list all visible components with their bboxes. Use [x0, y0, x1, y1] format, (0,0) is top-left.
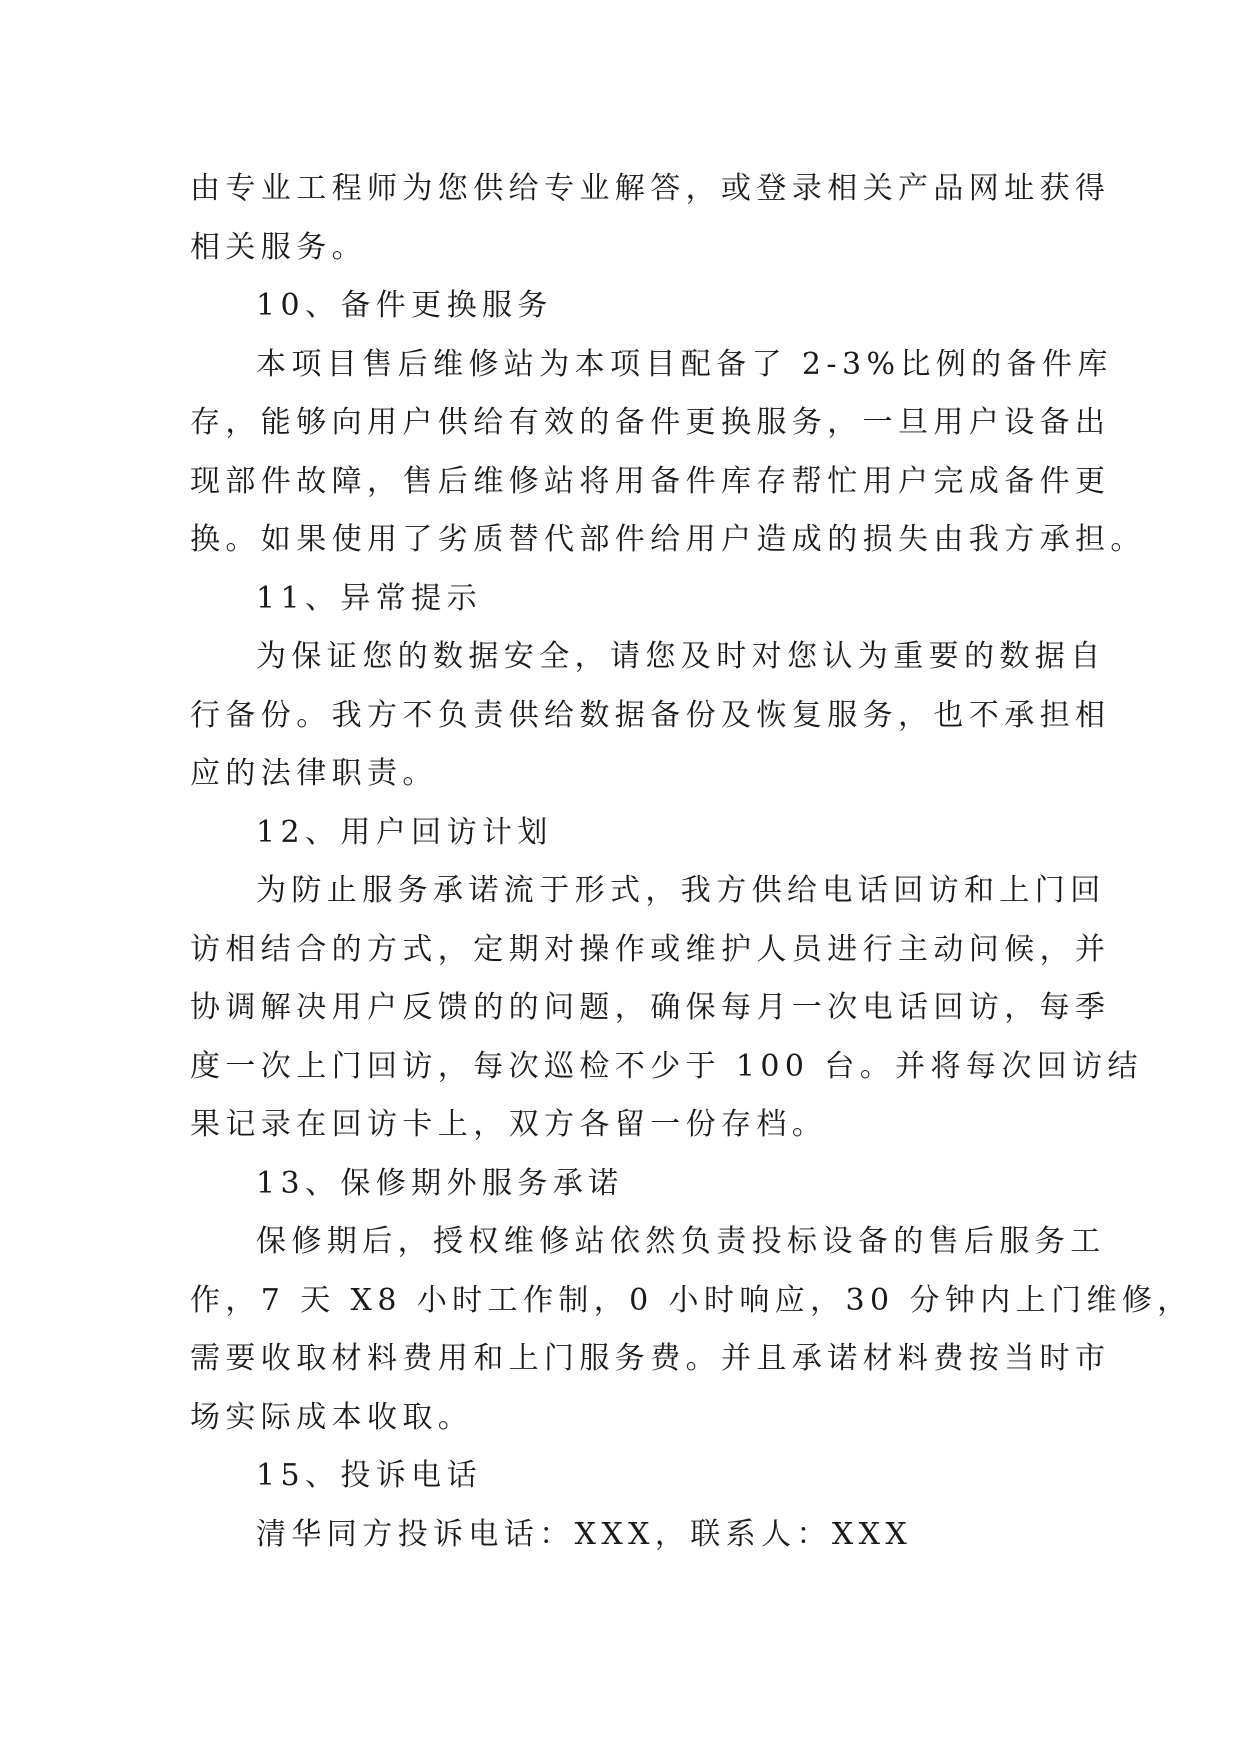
paragraph-first-line: 本项目售后维修站为本项目配备了 2-3%比例的备件库 — [256, 346, 1113, 382]
body-line: 需要收取材料费用和上门服务费。并且承诺材料费按当时市 — [190, 1341, 1111, 1376]
section-heading-user-revisit: 12、用户回访计划 — [256, 814, 553, 850]
body-line: 相关服务。 — [190, 229, 367, 265]
body-line: 度一次上门回访，每次巡检不少于 100 台。并将每次回访结 — [190, 1048, 1143, 1084]
paragraph-first-line: 为防止服务承诺流于形式，我方供给电话回访和上门回 — [256, 873, 1106, 908]
body-line: 现部件故障，售后维修站将用备件库存帮忙用户完成备件更 — [190, 463, 1111, 499]
section-heading-complaint-phone: 15、投诉电话 — [256, 1458, 482, 1493]
body-line: 访相结合的方式，定期对操作或维护人员进行主动问候，并 — [190, 931, 1111, 967]
body-line: 应的法律职责。 — [190, 756, 438, 791]
paragraph-first-line: 保修期后，授权维修站依然负责投标设备的售后服务工 — [256, 1224, 1106, 1259]
section-heading-spare-parts: 10、备件更换服务 — [256, 288, 553, 323]
body-line: 场实际成本收取。 — [190, 1399, 474, 1435]
body-line: 存，能够向用户供给有效的备件更换服务，一旦用户设备出 — [190, 405, 1111, 440]
complaint-contact-line: 清华同方投诉电话：XXX，联系人：XXX — [256, 1516, 913, 1552]
paragraph-first-line: 为保证您的数据安全，请您及时对您认为重要的数据自 — [256, 639, 1106, 674]
section-heading-out-of-warranty: 13、保修期外服务承诺 — [256, 1165, 624, 1201]
body-line: 协调解决用户反馈的的问题，确保每月一次电话回访，每季 — [190, 990, 1111, 1025]
section-heading-exception-notice: 11、异常提示 — [256, 580, 482, 616]
document-body — [190, 160, 1193, 1564]
body-line: 果记录在回访卡上，双方各留一份存档。 — [190, 1107, 828, 1142]
body-line: 由专业工程师为您供给专业解答，或登录相关产品网址获得 — [190, 171, 1111, 206]
body-line: 换。如果使用了劣质替代部件给用户造成的损失由我方承担。 — [190, 522, 1146, 557]
body-line: 作，7 天 X8 小时工作制，0 小时响应，30 分钟内上门维修， — [190, 1282, 1193, 1318]
body-line: 行备份。我方不负责供给数据备份及恢复服务，也不承担相 — [190, 697, 1111, 733]
